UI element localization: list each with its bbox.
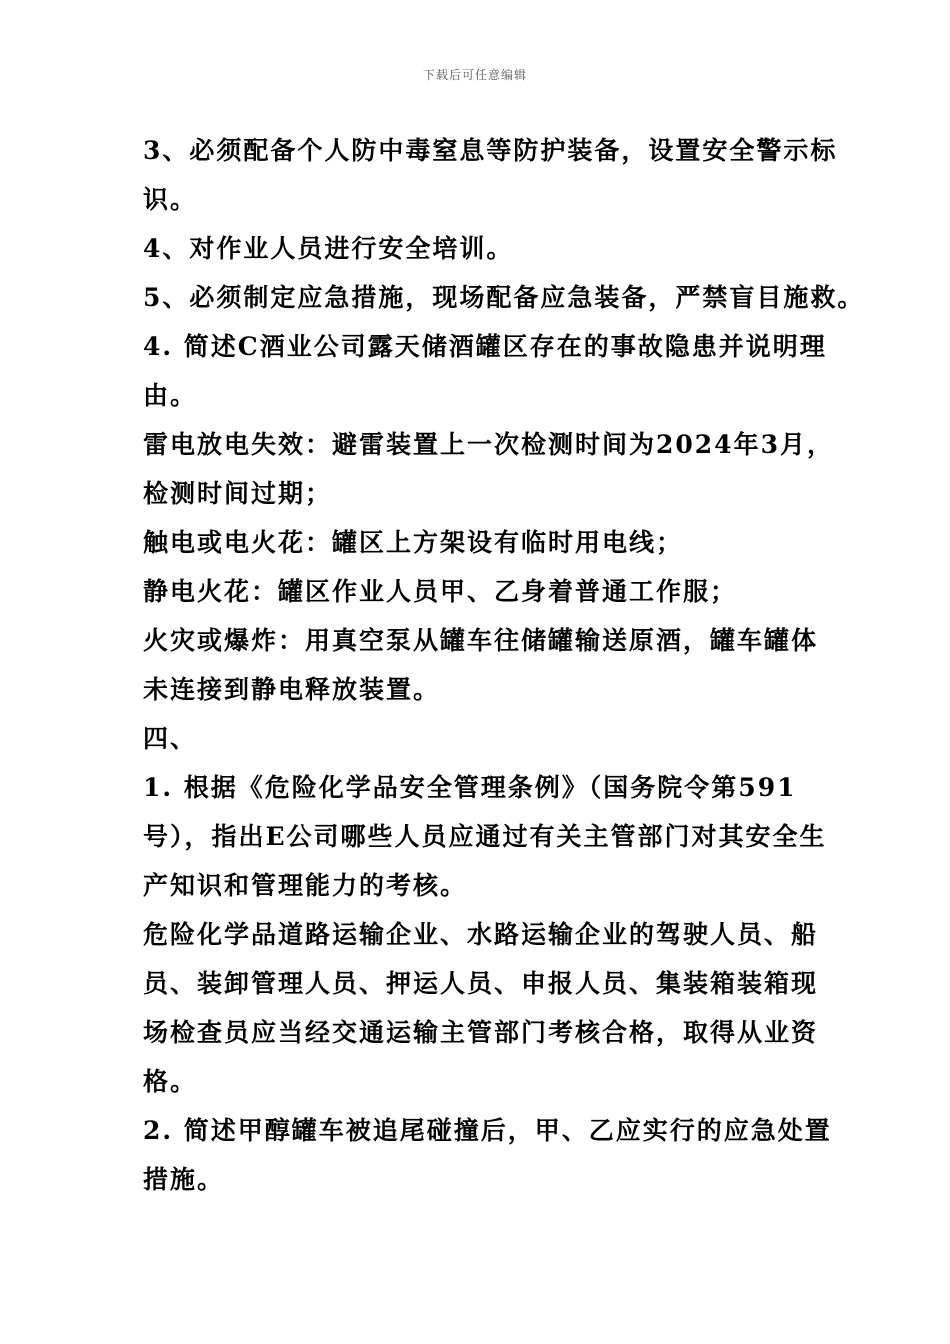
body-line: 触电或电火花：罐区上方架设有临时用电线； — [143, 528, 684, 557]
body-line: 雷电放电失效：避雷装置上一次检测时间为2024年3月， — [143, 430, 834, 459]
body-line: 检测时间过期； — [143, 479, 333, 508]
body-line: 识。 — [143, 185, 198, 214]
body-line: 员、装卸管理人员、押运人员、申报人员、集装箱装箱现 — [143, 969, 819, 998]
body-line: 4、对作业人员进行安全培训。 — [143, 234, 514, 263]
question-line: 1. 根据《危险化学品安全管理条例》（国务院令第591 — [143, 773, 797, 802]
page-header: 下载后可任意编辑 — [422, 68, 527, 82]
question-line: 措施。 — [143, 1165, 225, 1194]
body-line: 未连接到静电释放装置。 — [143, 675, 441, 704]
body-line: 5、必须制定应急措施，现场配备应急装备，严禁盲目施救。 — [143, 283, 865, 312]
body-line: 危险化学品道路运输企业、水路运输企业的驾驶人员、船 — [143, 920, 819, 949]
body-line: 3、必须配备个人防中毒窒息等防护装备，设置安全警示标 — [143, 136, 838, 165]
question-line: 产知识和管理能力的考核。 — [143, 871, 468, 900]
question-line: 4. 简述C酒业公司露天储酒罐区存在的事故隐患并说明理 — [143, 332, 827, 361]
body-line: 火灾或爆炸：用真空泵从罐车往储罐输送原酒，罐车罐体 — [143, 626, 819, 655]
question-line: 由。 — [143, 381, 198, 410]
body-line: 场检查员应当经交通运输主管部门考核合格，取得从业资 — [143, 1018, 819, 1047]
body-line: 格。 — [143, 1067, 198, 1096]
body-line: 静电火花：罐区作业人员甲、乙身着普通工作服； — [143, 577, 738, 606]
section-heading: 四、 — [143, 724, 198, 753]
question-line: 号），指出E公司哪些人员应通过有关主管部门对其安全生 — [143, 822, 827, 851]
question-line: 2. 简述甲醇罐车被追尾碰撞后，甲、乙应实行的应急处置 — [143, 1116, 832, 1145]
document-body — [143, 126, 865, 1204]
